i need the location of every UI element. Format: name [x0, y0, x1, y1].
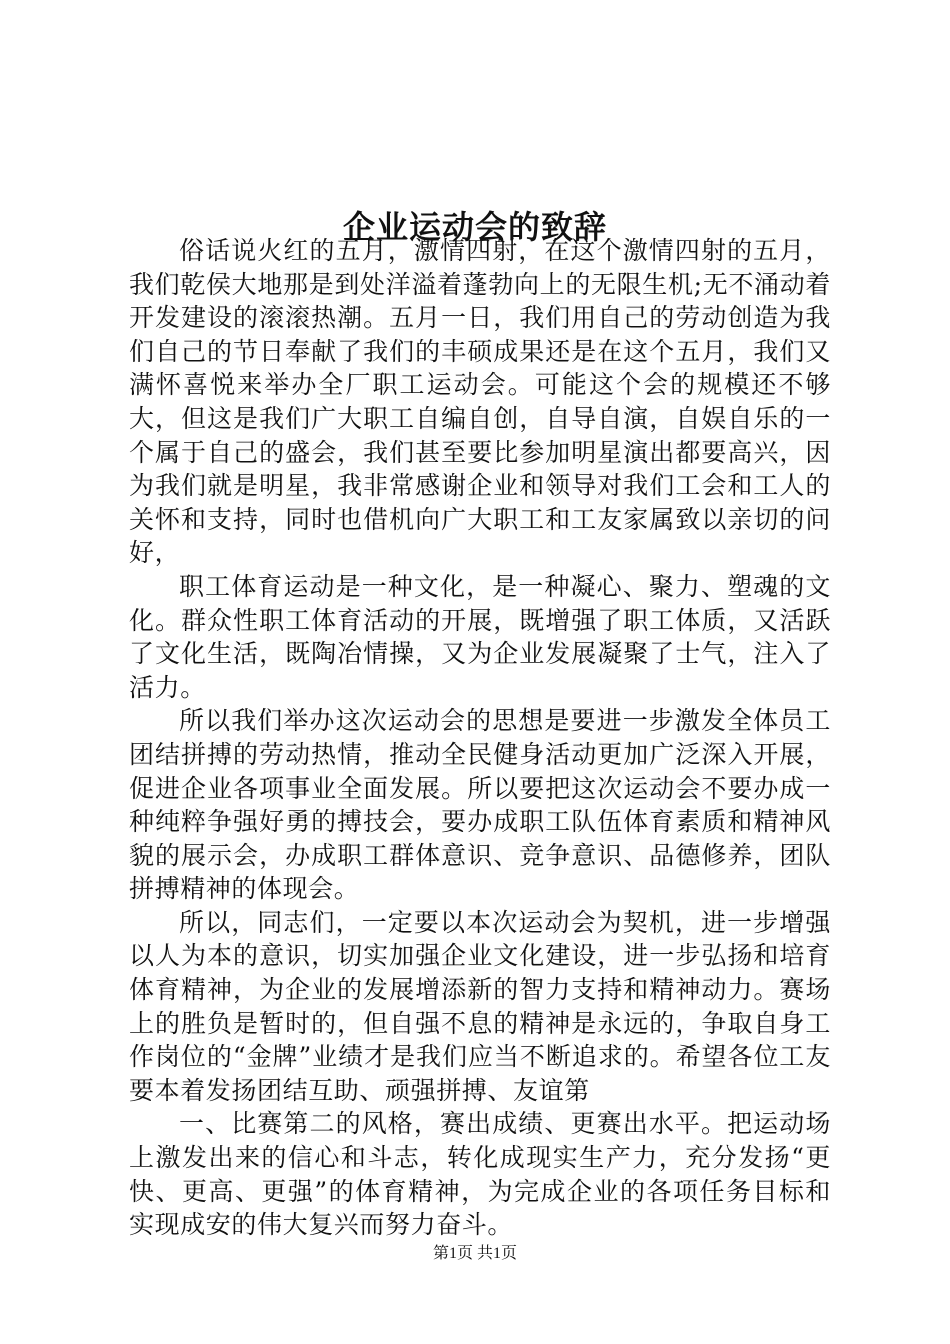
- page-footer: 第1页 共1页: [432, 1245, 517, 1262]
- document-title: 企业运动会的致辞: [342, 208, 607, 247]
- paragraph: 俗话说火红的五月，激情四射，在这个激情四射的五月，我们乾侯大地那是到处洋溢着蓬勃向上的无限生机;无不涌动着开发建设的滚滚热潮。五月一日，我们用自己的劳动创造为我们自己的节日奉献了我们的丰硕成果还是在这个五月，我们又满怀喜悦来举办全厂职工运动会。可能这个会的规模还不够大，但这是我们广大职工自编自创，自导自演，自娱自乐的一个属于自己的盛会，我们甚至要比参加明星演出都要高兴，因为我们就是明星，我非常感谢企业和领导对我们工会和工人的关怀和支持，同时也借机向广大职工和工友家属致以亲切的问好，: [129, 236, 831, 568]
- document-body: [129, 234, 831, 1242]
- paragraph: 职工体育运动是一种文化，是一种凝心、聚力、塑魂的文化。群众性职工体育活动的开展，既增强了职工体质，又活跃了文化生活，既陶冶情操，又为企业发展凝聚了士气，注入了活力。: [129, 571, 831, 702]
- paragraph: 所以我们举办这次运动会的思想是要进一步激发全体员工团结拼搏的劳动热情，推动全民健身活动更加广泛深入开展，促进企业各项事业全面发展。所以要把这次运动会不要办成一种纯粹争强好勇的搏技会，要办成职工队伍体育素质和精神风貌的展示会，办成职工群体意识、竞争意识、品德修养，团队拼搏精神的体现会。: [129, 706, 831, 904]
- paragraph: 一、比赛第二的风格，赛出成绩、更赛出水平。把运动场上激发出来的信心和斗志，转化成现实生产力，充分发扬“更快、更高、更强”的体育精神，为完成企业的各项任务目标和实现成安的伟大复兴而努力奋斗。: [129, 1109, 831, 1240]
- paragraph: 所以，同志们，一定要以本次运动会为契机，进一步增强以人为本的意识，切实加强企业文化建设，进一步弘扬和培育体育精神，为企业的发展增添新的智力支持和精神动力。赛场上的胜负是暂时的，但自强不息的精神是永远的，争取自身工作岗位的“金牌”业绩才是我们应当不断追求的。希望各位工友要本着发扬团结互助、顽强拼搏、友谊第: [129, 907, 831, 1105]
